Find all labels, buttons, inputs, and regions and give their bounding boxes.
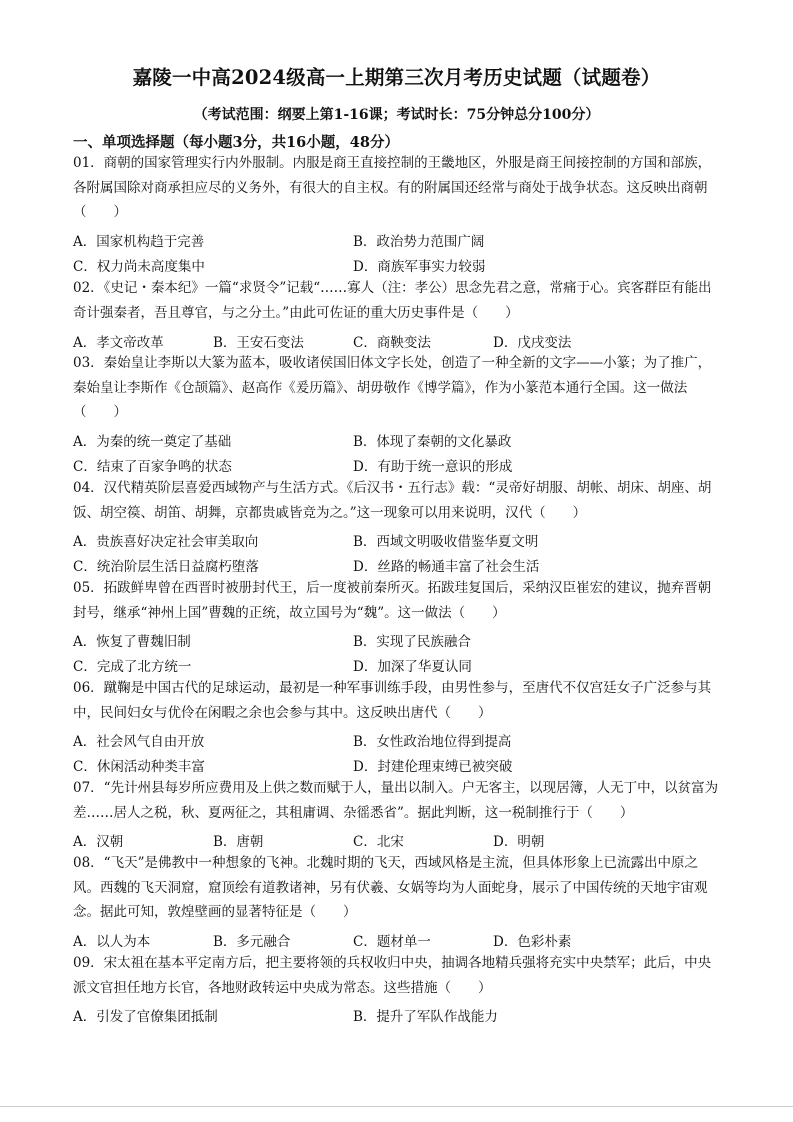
question-stem: 07．“先计州县每岁所应费用及上供之数而赋于人，量出以制入。户无客主，以现居簿，人无丁中，以贫富为差……居人之税，秋、夏两征之，其租庸调、杂徭悉省”。据此判断，这一税制推行于（ ） bbox=[73, 780, 719, 821]
section-heading: 一、单项选择题（每小题3分，共16小题，48分） bbox=[73, 134, 399, 151]
option-a: A．汉朝 bbox=[73, 834, 124, 850]
option-d: D．戊戌变法 bbox=[493, 335, 572, 351]
question-stem: 02．《史记・秦本纪》一篇“求贤令”记载“……寡人（注：孝公）思念先君之意，常痛于心。宾客群臣有能出奇计强秦者，吾且尊官，与之分土。”由此可佐证的重大历史事件是（ ） bbox=[73, 280, 712, 321]
option-c: C．休闲活动种类丰富 bbox=[73, 759, 205, 775]
question-stem: 03．秦始皇让李斯以大篆为蓝本，吸收诸侯国旧体文字长处，创造了一种全新的文字——小篆；为了推广，秦始皇让李斯作《仓颉篇》、赵高作《爰历篇》、胡毋敬作《博学篇》，作为小篆范本通行全国。这一做法（ ） bbox=[73, 355, 712, 420]
option-d: D．有助于统一意识的形成 bbox=[353, 459, 513, 475]
option-b: B．提升了军队作战能力 bbox=[353, 1009, 498, 1025]
option-a: A．以人为本 bbox=[73, 934, 151, 950]
option-b: B．王安石变法 bbox=[213, 335, 304, 351]
option-b: B．唐朝 bbox=[213, 834, 264, 850]
option-b: B．体现了秦朝的文化暴政 bbox=[353, 434, 512, 450]
question-stem: 04．汉代精英阶层喜爱西域物产与生活方式。《后汉书・五行志》载：“灵帝好胡服、胡帐、胡床、胡座、胡饭、胡空篌、胡笛、胡舞，京都贵戚皆竞为之。”这一现象可以用来说明，汉代（ ） bbox=[73, 480, 712, 521]
option-b: B．多元融合 bbox=[213, 934, 291, 950]
option-c: C．结束了百家争鸣的状态 bbox=[73, 459, 232, 475]
option-b: B．西域文明吸收借鉴华夏文明 bbox=[353, 534, 539, 550]
option-c: C．北宋 bbox=[353, 834, 404, 850]
question-stem: 05．拓跋鲜卑曾在西晋时被册封代王，后一度被前秦所灭。拓跋珪复国后，采纳汉臣崔宏的建议，抛弃晋朝封号，继承“神州上国”曹魏的正统，故立国号为“魏”。这一做法（ ） bbox=[73, 580, 712, 621]
option-b: B．实现了民族融合 bbox=[353, 634, 471, 650]
option-c: C．完成了北方统一 bbox=[73, 659, 192, 675]
question-stem: 09．宋太祖在基本平定南方后，把主要将领的兵权收归中央，抽调各地精兵强将充实中央禁军；此后，中央派文官担任地方长官，各地财政转运中央成为常态。这些措施（ ） bbox=[73, 955, 712, 996]
option-b: B．女性政治地位得到提高 bbox=[353, 734, 512, 750]
option-a: A．为秦的统一奠定了基础 bbox=[73, 434, 232, 450]
option-d: D．商族军事实力较弱 bbox=[353, 259, 486, 275]
question-stem: 08．“飞天”是佛教中一种想象的飞神。北魏时期的飞天，西域风格是主流，但具体形象上已流露出中原之风。西魏的飞天洞窟，窟顶绘有道教诸神，另有伏羲、女娲等均为人面蛇身，展示了中国传统的天地宇宙观念。据此可知，敦煌壁画的显著特征是（ ） bbox=[73, 855, 708, 920]
option-a: A．孝文帝改革 bbox=[73, 335, 164, 351]
option-b: B．政治势力范围广阔 bbox=[353, 234, 485, 250]
option-d: D．加深了华夏认同 bbox=[353, 659, 472, 675]
option-c: C．商鞅变法 bbox=[353, 335, 431, 351]
option-c: C．统治阶层生活日益腐朽堕落 bbox=[73, 559, 259, 575]
page-title: 嘉陵一中高2024级高一上期第三次月考历史试题（试题卷） bbox=[132, 66, 661, 89]
option-a: A．引发了官僚集团抵制 bbox=[73, 1009, 218, 1025]
question-stem: 06．蹴鞠是中国古代的足球运动，最初是一种军事训练手段，由男性参与，至唐代不仅宫廷女子广泛参与其中，民间妇女与优伶在闲暇之余也会参与其中。这反映出唐代（ ） bbox=[73, 680, 712, 721]
option-a: A．贵族喜好决定社会审美取向 bbox=[73, 534, 259, 550]
option-d: D．丝路的畅通丰富了社会生活 bbox=[353, 559, 540, 575]
option-c: C．题材单一 bbox=[353, 934, 431, 950]
option-d: D．封建伦理束缚已被突破 bbox=[353, 759, 513, 775]
option-a: A．社会风气自由开放 bbox=[73, 734, 205, 750]
option-d: D．明朝 bbox=[493, 834, 545, 850]
option-d: D．色彩朴素 bbox=[493, 934, 572, 950]
question-stem: 01．商朝的国家管理实行内外服制。内服是商王直接控制的王畿地区，外服是商王间接控制的方国和部族，各附属国除对商承担应尽的义务外，有很大的自主权。有的附属国还经常与商处于战争状态。这反映出商朝（ ） bbox=[73, 155, 712, 220]
option-a: A．国家机构趋于完善 bbox=[73, 234, 205, 250]
option-c: C．权力尚未高度集中 bbox=[73, 259, 205, 275]
option-a: A．恢复了曹魏旧制 bbox=[73, 634, 191, 650]
page-bottom-divider bbox=[0, 1106, 793, 1107]
exam-scope-subtitle: （考试范围：纲要上第1-16课；考试时长：75分钟总分100分） bbox=[193, 107, 600, 123]
